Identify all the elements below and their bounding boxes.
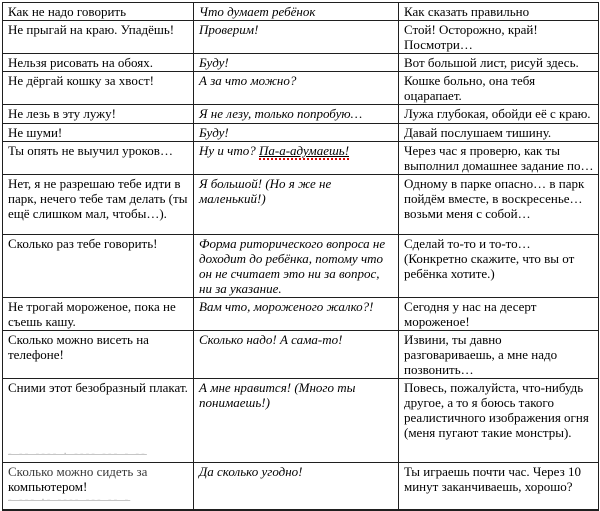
table-row [3,175,599,235]
cell-right: Сегодня у нас на десерт мороженое! [399,298,599,331]
table-row [3,54,599,72]
cell-dont [3,463,194,510]
cell-right: Давай послушаем тишину. [399,124,599,142]
table-row [3,72,599,105]
cell-child: Вам что, мороженого жалко?! [194,298,399,331]
cell-dont: Не дёргай кошку за хвост! [3,72,194,105]
table-row [3,105,599,124]
cell-right: Повесь, пожалуйста, что-нибудь другое, а то я боюсь такого реалистичного изображения огня (меня пугают такие монстры). [399,379,599,463]
cell-child: Я большой! (Но я же не маленький!) [194,175,399,235]
cell-child: Сколько надо! А сама-то! [194,331,399,379]
cell-child: А мне нравится! (Много ты понимаешь!) [194,379,399,463]
cell-child: Буду! [194,124,399,142]
cell-dont: Не прыгай на краю. Упадёшь! [3,21,194,54]
cell-child [194,142,399,175]
cell-dont: Нет, я не разрешаю тебе идти в парк, нечего тебе там делать (ты ещё слишком мал, чтобы…). [3,175,194,235]
cell-dont [3,379,194,463]
table-row [3,379,599,463]
table-row [3,235,599,298]
dont-text: компьютером! [8,479,88,494]
column-header-right: Как сказать правильно [399,3,599,21]
dont-text-faded: Сколько можно сидеть за [8,464,148,479]
table-row [3,463,599,510]
cell-dont: Ты опять не выучил уроков… [3,142,194,175]
misspelled-word: Па-а-адумаешь! [259,143,350,158]
cell-right: Вот большой лист, рисуй здесь. [399,54,599,72]
cell-dont: Сколько раз тебе говорить! [3,235,194,298]
table-row [3,21,599,54]
cell-right: Одному в парке опасно… в парк пойдём вместе, в воскресенье… возьми меня с собой… [399,175,599,235]
column-header-dont: Как не надо говорить [3,3,194,21]
cell-dont: Сколько можно висеть на телефоне! [3,331,194,379]
cell-child: Да сколько угодно! [194,463,399,510]
smudge-artifact: - -- ---- · ---- --- - -- [8,451,147,460]
cell-right: Стой! Осторожно, край! Посмотри… [399,21,599,54]
table-header-row [3,3,599,21]
cell-dont: Не трогай мороженое, пока не съешь кашу. [3,298,194,331]
table-row [3,124,599,142]
child-reply-text: Ну и что? [199,143,259,158]
cell-right: Извини, ты давно разговариваешь, а мне надо позвонить… [399,331,599,379]
smudge-artifact: - --- ·- ---- --- -- - [8,496,131,506]
cell-child: А за что можно? [194,72,399,105]
column-header-child: Что думает ребёнок [194,3,399,21]
cell-dont: Не лезь в эту лужу! [3,105,194,124]
table-row [3,298,599,331]
cell-dont: Нельзя рисовать на обоях. [3,54,194,72]
table-row [3,331,599,379]
cell-right: Лужа глубокая, обойди её с краю. [399,105,599,124]
cell-right: Ты играешь почти час. Через 10 минут заканчиваешь, хорошо? [399,463,599,510]
cell-right: Через час я проверю, как ты выполнил домашнее задание по… [399,142,599,175]
advice-table [2,2,599,511]
cell-dont: Не шуми! [3,124,194,142]
cell-right: Кошке больно, она тебя оцарапает. [399,72,599,105]
cell-child: Форма риторического вопроса не доходит до ребёнка, потому что он не считает это ни за вопрос, ни за указание. [194,235,399,298]
cell-right: Сделай то-то и то-то… (Конкретно скажите, что вы от ребёнка хотите.) [399,235,599,298]
cell-child: Проверим! [194,21,399,54]
cell-child: Я не лезу, только попробую… [194,105,399,124]
dont-text: Сними этот безобразный плакат. [8,380,188,395]
cell-child: Буду! [194,54,399,72]
table-row [3,142,599,175]
